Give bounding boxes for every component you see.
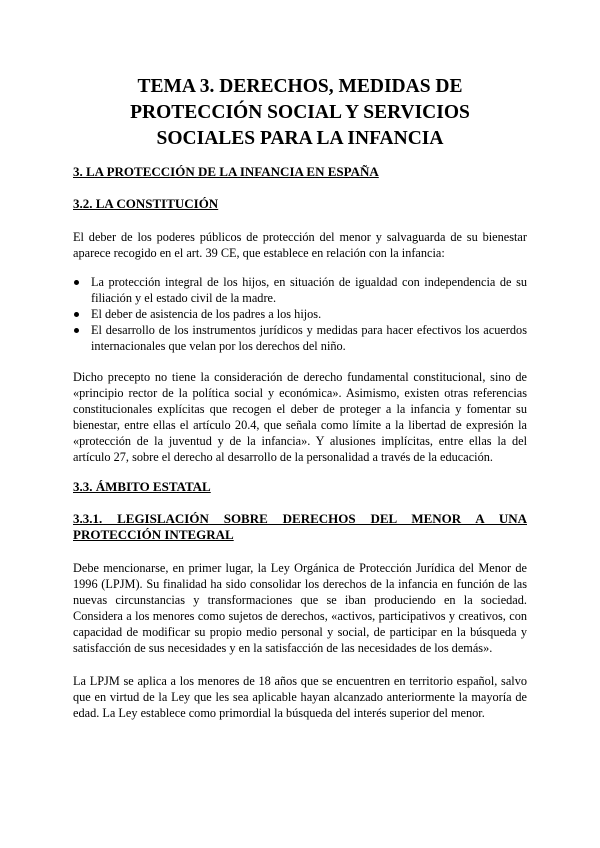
list-item <box>73 306 527 322</box>
section-heading-3-3-1: 3.3.1. LEGISLACIÓN SOBRE DERECHOS DEL MENOR A UNA PROTECCIÓN INTEGRAL <box>73 511 527 542</box>
paragraph-intro: El deber de los poderes públicos de protección del menor y salvaguarda de su bienestar aparece recogido en el art. 39 CE, que establece en relación con la infancia: <box>73 230 527 260</box>
bullet-icon <box>74 312 79 317</box>
paragraph-dicho-precepto: Dicho precepto no tiene la consideración de derecho fundamental constitucional, sino de «principio rector de la política social y económica». Asimismo, existen otras referencias constitucionales explícitas que recogen el deber de proteger a la infancia y fomentar su bienestar, entre ellas el artículo 20.4, que señala como límite a la libertad de expresión la «protección de la juventud y de la infancia». Y alusiones implícitas, entre ellas la del artículo 27, sobre el derecho al desarrollo de la personalidad a través de la educación. <box>73 370 527 464</box>
list-item <box>73 322 527 354</box>
bullet-icon <box>74 280 79 285</box>
list-item-text: El desarrollo de los instrumentos jurídicos y medidas para hacer efectivos los acuerdos internacionales que velan por los derechos del niño. <box>91 323 527 353</box>
title-line-2: PROTECCIÓN SOCIAL Y SERVICIOS <box>130 102 470 123</box>
list-item-text: La protección integral de los hijos, en situación de igualdad con independencia de su filiación y el estado civil de la madre. <box>91 275 527 305</box>
list-item-text: El deber de asistencia de los padres a los hijos. <box>91 307 322 321</box>
document-title <box>73 74 527 152</box>
list-item <box>73 274 527 306</box>
title-line-1: TEMA 3. DERECHOS, MEDIDAS DE <box>137 76 463 97</box>
section-heading-3-2: 3.2. LA CONSTITUCIÓN <box>73 196 219 211</box>
paragraph-lpjm: La LPJM se aplica a los menores de 18 años que se encuentren en territorio español, salvo que en virtud de la Ley que les sea aplicable hayan alcanzado anteriormente la mayoría de edad. La Ley establece como primordial la búsqueda del interés superior del menor. <box>73 674 527 720</box>
title-line-3: SOCIALES PARA LA INFANCIA <box>156 128 444 149</box>
section-heading-3-3: 3.3. ÁMBITO ESTATAL <box>73 479 211 494</box>
section-heading-3: 3. LA PROTECCIÓN DE LA INFANCIA EN ESPAÑA <box>73 164 379 179</box>
document-page <box>73 74 527 721</box>
bullet-icon <box>74 328 79 333</box>
paragraph-debe-mencionarse: Debe mencionarse, en primer lugar, la Ley Orgánica de Protección Jurídica del Menor de 1996 (LPJM). Su finalidad ha sido consolidar los derechos de la infancia en función de las nuevas circunstancias y transformaciones que se iban produciendo en la sociedad. Considera a los menores como sujetos de derechos, «activos, participativos y creativos, con capacidad de modificar su propio medio personal y social, de participar en la búsqueda y satisfacción de sus necesidades y en la satisfacción de las necesidades de los demás». <box>73 561 527 655</box>
bullet-list <box>73 274 527 354</box>
